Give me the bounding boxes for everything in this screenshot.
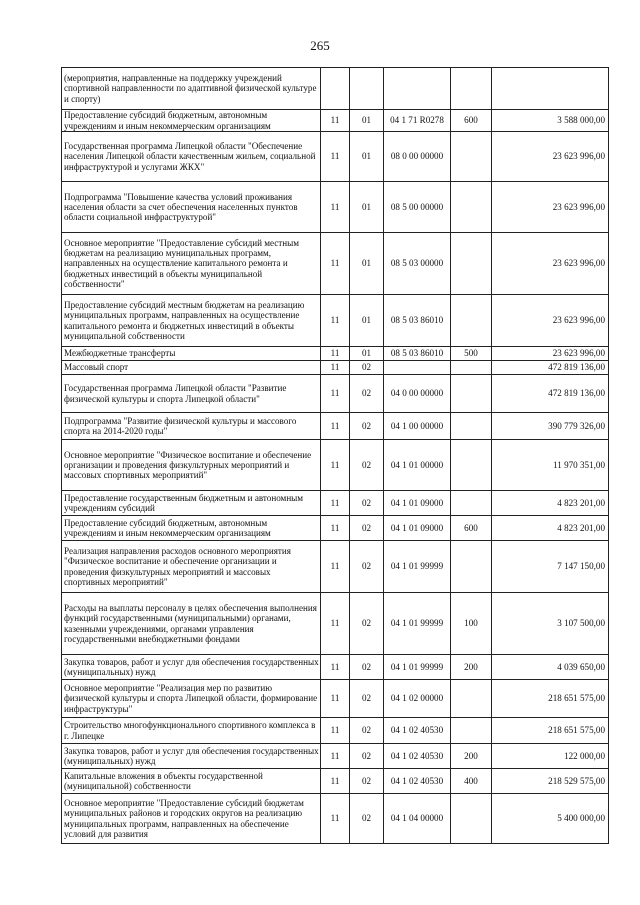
row-amount: 4 039 650,00 (492, 655, 609, 680)
row-target-article: 08 0 00 00000 (384, 132, 451, 182)
row-expense-type: 200 (451, 655, 492, 680)
table-row (62, 718, 609, 744)
table-row (62, 769, 609, 794)
row-target-article: 04 1 04 00000 (384, 794, 451, 844)
row-target-article: 08 5 03 86010 (384, 295, 451, 347)
table-row (62, 295, 609, 347)
row-amount: 390 779 326,00 (492, 413, 609, 440)
row-target-article: 08 5 03 00000 (384, 233, 451, 295)
row-amount: 11 970 351,00 (492, 440, 609, 491)
row-name: Предоставление государственным бюджетным и автономным учреждениям субсидий (62, 491, 321, 516)
table-row (62, 593, 609, 655)
row-amount: 218 651 575,00 (492, 680, 609, 718)
table-row (62, 680, 609, 718)
row-name: Государственная программа Липецкой области "Обеспечение населения Липецкой области качественным жильем, социальной инфраструктурой и услугами ЖКХ" (62, 132, 321, 182)
row-section: 11 (321, 769, 350, 794)
row-subsection (350, 68, 384, 110)
row-subsection: 02 (350, 769, 384, 794)
table-row (62, 413, 609, 440)
row-expense-type: 200 (451, 744, 492, 769)
row-name: Реализация направления расходов основного мероприятия "Физическое воспитание и обеспечение организации и проведения физкультурных мероприятий и массовых спортивных мероприятий" (62, 541, 321, 593)
row-subsection: 02 (350, 516, 384, 541)
row-amount: 7 147 150,00 (492, 541, 609, 593)
row-expense-type (451, 718, 492, 744)
row-expense-type (451, 68, 492, 110)
row-section: 11 (321, 347, 350, 361)
row-subsection: 02 (350, 491, 384, 516)
row-section: 11 (321, 110, 350, 132)
row-amount: 218 529 575,00 (492, 769, 609, 794)
row-name: Основное мероприятие "Физическое воспитание и обеспечение организации и проведения физкультурных мероприятий и массовых спортивных мероприятий" (62, 440, 321, 491)
table-row (62, 491, 609, 516)
row-expense-type: 100 (451, 593, 492, 655)
row-amount: 122 000,00 (492, 744, 609, 769)
row-expense-type (451, 233, 492, 295)
row-target-article: 04 1 00 00000 (384, 413, 451, 440)
budget-table (61, 67, 609, 844)
row-target-article: 04 1 01 09000 (384, 491, 451, 516)
row-expense-type (451, 413, 492, 440)
row-target-article: 04 0 00 00000 (384, 375, 451, 413)
row-amount: 472 819 136,00 (492, 361, 609, 375)
row-name: Предоставление субсидий местным бюджетам на реализацию муниципальных программ, направленных на осуществление капитального ремонта и бюджетных инвестиций в объекты муниципальной собственности (62, 295, 321, 347)
row-amount: 23 623 996,00 (492, 182, 609, 233)
row-expense-type (451, 361, 492, 375)
row-subsection: 01 (350, 182, 384, 233)
row-amount: 3 588 000,00 (492, 110, 609, 132)
row-target-article: 04 1 71 R0278 (384, 110, 451, 132)
row-amount: 472 819 136,00 (492, 375, 609, 413)
row-target-article: 08 5 03 86010 (384, 347, 451, 361)
row-name: Основное мероприятие "Реализация мер по развитию физической культуры и спорта Липецкой области, формирование инфраструктуры" (62, 680, 321, 718)
row-subsection: 02 (350, 541, 384, 593)
row-section (321, 68, 350, 110)
row-name: Закупка товаров, работ и услуг для обеспечения государственных (муниципальных) нужд (62, 655, 321, 680)
row-amount: 23 623 996,00 (492, 132, 609, 182)
table-row (62, 68, 609, 110)
row-expense-type (451, 491, 492, 516)
row-subsection: 02 (350, 680, 384, 718)
row-expense-type (451, 295, 492, 347)
table-row (62, 347, 609, 361)
row-section: 11 (321, 361, 350, 375)
row-target-article: 04 1 01 99999 (384, 593, 451, 655)
row-expense-type: 600 (451, 110, 492, 132)
row-name: Массовый спорт (62, 361, 321, 375)
row-section: 11 (321, 541, 350, 593)
table-row (62, 182, 609, 233)
row-expense-type (451, 182, 492, 233)
table-row (62, 516, 609, 541)
row-name: Капитальные вложения в объекты государственной (муниципальной) собственности (62, 769, 321, 794)
row-subsection: 01 (350, 132, 384, 182)
table-row (62, 110, 609, 132)
row-section: 11 (321, 132, 350, 182)
row-amount: 5 400 000,00 (492, 794, 609, 844)
row-expense-type: 500 (451, 347, 492, 361)
row-target-article: 04 1 01 99999 (384, 541, 451, 593)
row-target-article: 04 1 01 00000 (384, 440, 451, 491)
row-name: Подпрограмма "Развитие физической культуры и массового спорта на 2014-2020 годы" (62, 413, 321, 440)
row-subsection: 01 (350, 233, 384, 295)
row-amount: 23 623 996,00 (492, 233, 609, 295)
row-expense-type (451, 132, 492, 182)
row-subsection: 02 (350, 593, 384, 655)
row-expense-type: 400 (451, 769, 492, 794)
row-name: Закупка товаров, работ и услуг для обеспечения государственных (муниципальных) нужд (62, 744, 321, 769)
row-expense-type: 600 (451, 516, 492, 541)
row-name: Предоставление субсидий бюджетным, автономным учреждениям и иным некоммерческим организациям (62, 516, 321, 541)
row-name: Государственная программа Липецкой области "Развитие физической культуры и спорта Липецкой области" (62, 375, 321, 413)
row-amount: 4 823 201,00 (492, 491, 609, 516)
row-amount: 4 823 201,00 (492, 516, 609, 541)
row-target-article: 04 1 02 00000 (384, 680, 451, 718)
row-subsection: 02 (350, 413, 384, 440)
row-section: 11 (321, 295, 350, 347)
table-row (62, 361, 609, 375)
row-subsection: 02 (350, 744, 384, 769)
row-subsection: 02 (350, 440, 384, 491)
row-target-article: 04 1 01 99999 (384, 655, 451, 680)
row-target-article: 04 1 02 40530 (384, 744, 451, 769)
row-expense-type (451, 375, 492, 413)
row-amount: 23 623 996,00 (492, 295, 609, 347)
table-row (62, 541, 609, 593)
row-section: 11 (321, 744, 350, 769)
row-section: 11 (321, 680, 350, 718)
row-subsection: 02 (350, 375, 384, 413)
row-name: Строительство многофункционального спортивного комплекса в г. Липецке (62, 718, 321, 744)
row-name: Основное мероприятие "Предоставление субсидий местным бюджетам на реализацию муниципальных программ, направленных на осуществление капитального ремонта и бюджетных инвестиций в объекты муниципальной собственности" (62, 233, 321, 295)
table-row (62, 233, 609, 295)
row-expense-type (451, 541, 492, 593)
row-section: 11 (321, 794, 350, 844)
table-row (62, 440, 609, 491)
table-row (62, 655, 609, 680)
row-section: 11 (321, 233, 350, 295)
row-expense-type (451, 794, 492, 844)
row-section: 11 (321, 182, 350, 233)
row-section: 11 (321, 655, 350, 680)
row-subsection: 01 (350, 295, 384, 347)
row-expense-type (451, 680, 492, 718)
row-section: 11 (321, 375, 350, 413)
row-section: 11 (321, 491, 350, 516)
page-number: 265 (310, 38, 330, 53)
row-amount (492, 68, 609, 110)
table-row (62, 132, 609, 182)
row-section: 11 (321, 413, 350, 440)
row-subsection: 02 (350, 718, 384, 744)
row-target-article: 04 1 02 40530 (384, 718, 451, 744)
row-name: Подпрограмма "Повышение качества условий проживания населения области за счет обеспечения населенных пунктов области социальной инфраструктурой" (62, 182, 321, 233)
budget-table-body (62, 68, 609, 844)
row-section: 11 (321, 593, 350, 655)
row-target-article (384, 361, 451, 375)
row-subsection: 02 (350, 361, 384, 375)
row-target-article (384, 68, 451, 110)
table-row (62, 744, 609, 769)
row-name: Основное мероприятие "Предоставление субсидий бюджетам муниципальных районов и городских округов на реализацию муниципальных программ, направленных на обеспечение условий для развития (62, 794, 321, 844)
row-name: (мероприятия, направленные на поддержку учреждений спортивной направленности по адаптивной физической культуре и спорту) (62, 68, 321, 110)
row-name: Расходы на выплаты персоналу в целях обеспечения выполнения функций государственными (муниципальными) органами, казенными учреждениями, органами управления государственными внебюджетными фондами (62, 593, 321, 655)
row-subsection: 01 (350, 110, 384, 132)
row-expense-type (451, 440, 492, 491)
row-subsection: 02 (350, 794, 384, 844)
row-target-article: 08 5 00 00000 (384, 182, 451, 233)
row-amount: 3 107 500,00 (492, 593, 609, 655)
row-amount: 23 623 996,00 (492, 347, 609, 361)
table-row (62, 375, 609, 413)
row-subsection: 02 (350, 655, 384, 680)
row-subsection: 01 (350, 347, 384, 361)
row-name: Предоставление субсидий бюджетным, автономным учреждениям и иным некоммерческим организациям (62, 110, 321, 132)
row-amount: 218 651 575,00 (492, 718, 609, 744)
row-target-article: 04 1 02 40530 (384, 769, 451, 794)
row-name: Межбюджетные трансферты (62, 347, 321, 361)
row-section: 11 (321, 718, 350, 744)
row-section: 11 (321, 440, 350, 491)
row-section: 11 (321, 516, 350, 541)
table-row (62, 794, 609, 844)
row-target-article: 04 1 01 09000 (384, 516, 451, 541)
